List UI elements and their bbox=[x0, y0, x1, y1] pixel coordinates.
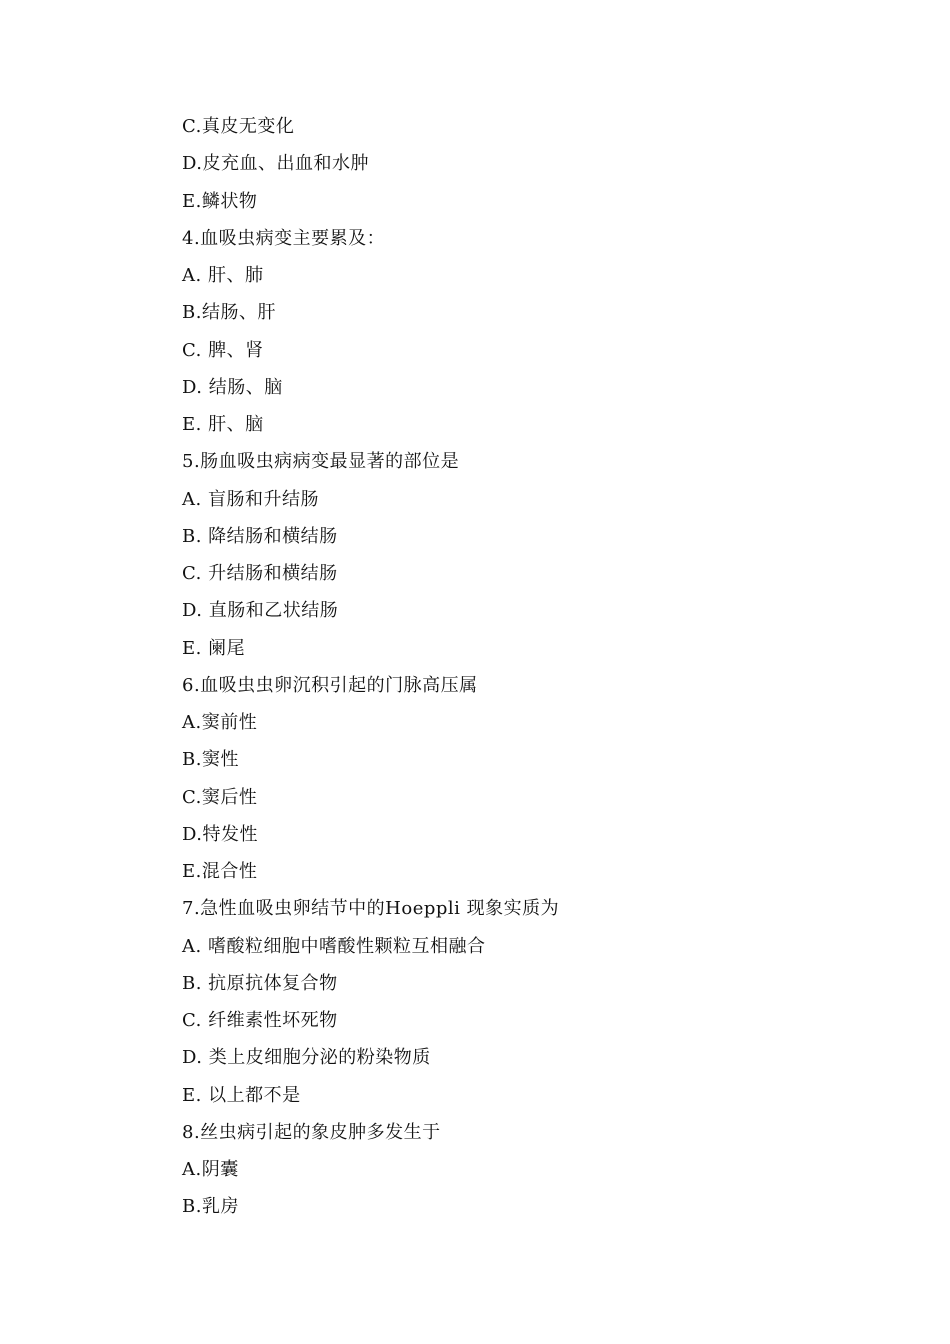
option-line: C.窦后性 bbox=[182, 786, 258, 808]
option-line: E. 阑尾 bbox=[182, 637, 246, 659]
question-text-block bbox=[182, 114, 882, 1232]
option-line: A.阴囊 bbox=[182, 1159, 239, 1180]
option-line: E.混合性 bbox=[182, 861, 258, 882]
option-line: E. 以上都不是 bbox=[182, 1084, 301, 1106]
option-line: D.特发性 bbox=[182, 823, 259, 845]
option-line: A. 肝、肺 bbox=[182, 265, 264, 286]
option-line: C. 纤维素性坏死物 bbox=[182, 1010, 338, 1031]
option-line: D. 直肠和乙状结肠 bbox=[182, 600, 339, 622]
question-line: 8.丝虫病引起的象皮肿多发生于 bbox=[182, 1121, 441, 1143]
option-line: D. 类上皮细胞分泌的粉染物质 bbox=[182, 1047, 431, 1069]
option-line: C. 脾、肾 bbox=[182, 339, 264, 361]
option-line: D. 结肠、脑 bbox=[182, 376, 283, 398]
option-line: B.窦性 bbox=[182, 749, 239, 771]
option-line: B.乳房 bbox=[182, 1196, 239, 1218]
option-line: C. 升结肠和横结肠 bbox=[182, 563, 338, 584]
option-line: B. 降结肠和横结肠 bbox=[182, 525, 338, 547]
option-line: A.窦前性 bbox=[182, 712, 258, 733]
question-line: 6.血吸虫虫卵沉积引起的门脉高压属 bbox=[182, 674, 478, 696]
option-line: D.皮充血、出血和水肿 bbox=[182, 153, 370, 175]
question-line: 4.血吸虫病变主要累及： bbox=[182, 227, 386, 249]
option-line: A. 嗜酸粒细胞中嗜酸性颗粒互相融合 bbox=[182, 935, 486, 957]
question-line: 5.肠血吸虫病病变最显著的部位是 bbox=[182, 451, 460, 473]
option-line: A. 盲肠和升结肠 bbox=[182, 488, 319, 510]
option-line: C.真皮无变化 bbox=[182, 116, 295, 137]
option-line: B. 抗原抗体复合物 bbox=[182, 972, 338, 994]
option-line: B.结肠、肝 bbox=[182, 302, 276, 324]
option-line: E. 肝、脑 bbox=[182, 414, 264, 435]
option-line: E.鳞状物 bbox=[182, 190, 258, 212]
question-line: 7.急性血吸虫卵结节中的Hoeppli 现象实质为 bbox=[182, 898, 560, 920]
